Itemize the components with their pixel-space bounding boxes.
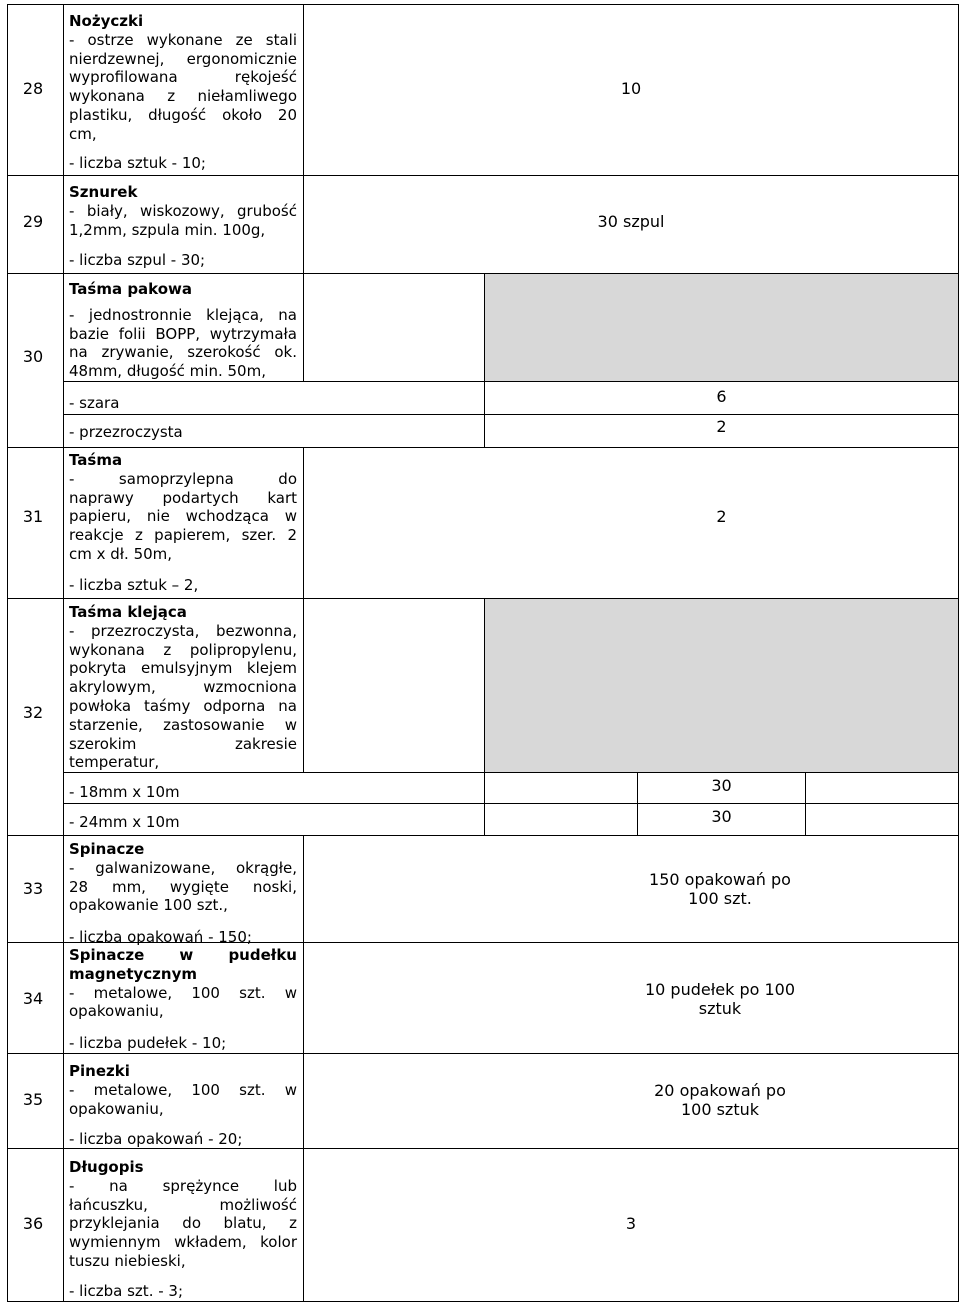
item-description: Taśma pakowa - jednostronnie klejąca, na bazie folii BOPP, wytrzymała na zrywanie, szerokość ok. 48mm, długość min. 50m, xyxy=(69,280,297,381)
variant-quantity: 30 xyxy=(711,776,732,795)
variant-label: - 18mm x 10m xyxy=(69,783,180,801)
quantity-note: - liczba szpul - 30; xyxy=(69,251,206,269)
shaded-cell xyxy=(484,598,958,772)
row-number: 34 xyxy=(22,989,44,1008)
item-title: Spinacze xyxy=(69,840,145,858)
item-title: magnetycznym xyxy=(69,964,197,983)
item-title: Sznurek xyxy=(69,183,138,201)
item-description: Pinezki - metalowe, 100 szt. w opakowaniu, xyxy=(69,1062,297,1118)
item-title: Taśma pakowa xyxy=(69,280,193,298)
variant-label: - szara xyxy=(69,394,120,412)
item-description: Nożyczki - ostrze wykonane ze stali nierdzewnej, ergonomicznie wyprofilowana rękojeść wykonana z niełamliwego plastiku, długość około 20 cm, xyxy=(69,12,297,143)
item-description: Długopis - na sprężynce lub łańcuszku, możliwość przyklejania do blatu, z wymiennym wkładem, kolor tuszu niebieski, xyxy=(69,1158,297,1270)
quantity-value: 2 xyxy=(716,507,727,526)
quantity-value: 150 opakowań po 100 szt. xyxy=(649,870,791,908)
quantity-note: - liczba opakowań - 20; xyxy=(69,1130,243,1148)
variant-quantity: 30 xyxy=(711,807,732,826)
item-description: Spinacze w pudełku magnetycznym - metalowe, 100 szt. w opakowaniu, xyxy=(69,946,297,1021)
item-title: Taśma klejąca xyxy=(69,603,187,621)
row-number: 30 xyxy=(22,347,44,366)
item-title: Taśma xyxy=(69,451,123,469)
quantity-value: 10 xyxy=(620,79,642,98)
variant-quantity: 2 xyxy=(716,417,727,436)
shaded-cell xyxy=(484,273,958,381)
quantity-note: - liczba pudełek - 10; xyxy=(69,1034,227,1052)
item-title: Pinezki xyxy=(69,1062,130,1080)
quantity-note: - liczba szt. - 3; xyxy=(69,1282,184,1300)
row-number: 33 xyxy=(22,879,44,898)
quantity-value: 30 szpul xyxy=(597,212,665,231)
quantity-value: 3 xyxy=(625,1214,637,1233)
item-title: Spinacze w pudełku xyxy=(69,946,297,964)
variant-quantity: 6 xyxy=(716,387,727,406)
quantity-value: 20 opakowań po 100 sztuk xyxy=(654,1081,786,1119)
row-number: 35 xyxy=(22,1090,44,1109)
item-description: Taśma - samoprzylepna do naprawy podartych kart papieru, nie wchodząca w reakcje z papierem, szer. 2 cm x dł. 50m, xyxy=(69,451,297,563)
variant-label: - przezroczysta xyxy=(69,423,183,441)
item-description: Sznurek - biały, wiskozowy, grubość 1,2mm, szpula min. 100g, xyxy=(69,183,297,239)
item-title: Nożyczki xyxy=(69,12,144,30)
quantity-value: 10 pudełek po 100 sztuk xyxy=(644,980,796,1018)
quantity-note: - liczba sztuk – 2, xyxy=(69,576,199,594)
row-number: 29 xyxy=(22,212,44,231)
item-description: Spinacze - galwanizowane, okrągłe, 28 mm, wygięte noski, opakowanie 100 szt., xyxy=(69,840,297,915)
variant-label: - 24mm x 10m xyxy=(69,813,180,831)
quantity-note: - liczba sztuk - 10; xyxy=(69,154,206,172)
item-title: Długopis xyxy=(69,1158,144,1176)
row-number: 31 xyxy=(22,507,44,526)
row-number: 28 xyxy=(22,79,44,98)
quantity-note: - liczba opakowań - 150; xyxy=(69,928,252,946)
row-number: 32 xyxy=(22,703,44,722)
item-description: Taśma klejąca - przezroczysta, bezwonna, wykonana z polipropylenu, pokryta emulsyjnym klejem akrylowym, wzmocniona powłoka taśmy odporna na starzenie, zastosowanie w szerokim zakresie temperatur, xyxy=(69,603,297,772)
row-number: 36 xyxy=(22,1214,44,1233)
